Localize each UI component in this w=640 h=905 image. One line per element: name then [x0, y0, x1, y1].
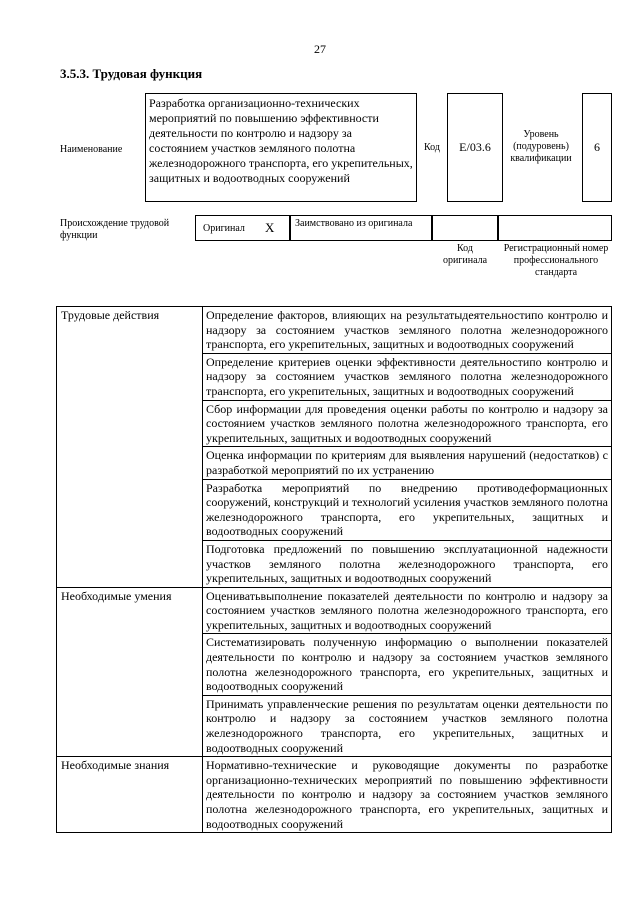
- original-mark: X: [265, 220, 275, 235]
- origin-label: Происхождение трудовой функции: [60, 218, 170, 241]
- category-cell: Трудовые действия: [57, 307, 203, 588]
- table-cell: Оценка информации по критериям для выявления нарушений (недостатков) с разработкой мероприятий по их устранению: [203, 447, 612, 479]
- origin-original-box: [195, 215, 290, 241]
- table-cell: Принимать управленческие решения по результатам оценки деятельности по контролю и надзору за состоянием участков земляного полотна железнодорожного транспорта, его укрепительных, защитных и водоотводных сооружений: [203, 695, 612, 756]
- table-cell: Разработка мероприятий по внедрению противодеформационных сооружений, конструкций и технологий усиления участков земляного полотна железнодорожного транспорта, его укрепительных, защитных и водоотводных сооружений: [203, 479, 612, 540]
- table-cell: Определение критериев оценки эффективности деятельностипо контролю и надзору за состоянием участков земляного полотна железнодорожного транспорта, его укрепительных, защитных и водоотводных сооружений: [203, 353, 612, 400]
- page-number: 27: [314, 42, 326, 56]
- function-table: [56, 306, 612, 833]
- table-cell: Оцениватьвыполнение показателей деятельности по контролю и надзору за состоянием участков земляного полотна железнодорожного транспорта, его укрепительных, защитных и водоотводных сооружений: [203, 587, 612, 634]
- category-cell: Необходимые умения: [57, 587, 203, 757]
- code-original-box: [432, 215, 498, 241]
- table-row: [57, 587, 612, 634]
- section-title: 3.5.3. Трудовая функция: [60, 66, 203, 81]
- table-cell: Определение факторов, влияющих на результатыдеятельностипо контролю и надзору за состоянием участков земляного полотна железнодорожного транспорта, его укрепительных, защитных и водоотводных сооружений: [203, 307, 612, 354]
- level-value: 6: [582, 93, 612, 202]
- category-cell: Необходимые знания: [57, 757, 203, 833]
- table-cell: Сбор информации для проведения оценки работы по контролю и надзору за состоянием участков земляного полотна железнодорожного транспорта, его укрепительных, защитных и водоотводных сооружений: [203, 400, 612, 447]
- level-label: Уровень (подуровень) квалификации: [510, 129, 572, 164]
- original-label: Оригинал: [203, 223, 245, 234]
- reg-number-box: [498, 215, 612, 241]
- code-value: E/03.6: [447, 93, 503, 202]
- table-row: [57, 757, 612, 833]
- code-label: Код: [424, 142, 440, 153]
- table-cell: Нормативно-технические и руководящие документы по разработке организационно-технических мероприятий по повышению эффективности деятельности по контролю и надзору за состоянием участков земляного полотна железнодорожного транспорта, его укрепительных, защитных и водоотводных сооружений: [203, 757, 612, 833]
- function-name: Разработка организационно-технических мероприятий по повышению эффективности деятельности по контролю и надзору за состоянием участков земляного полотна железнодорожного транспорта, его укрепительных, защитных и водоотводных сооружений: [145, 93, 417, 202]
- table-cell: Подготовка предложений по повышению эксплуатационной надежности участков земляного полотна железнодорожного транспорта, его укрепительных, защитных и водоотводных сооружений: [203, 540, 612, 587]
- reg-number-caption: Регистрационный номер профессионального стандарта: [503, 243, 609, 278]
- borrowed-label: Заимствовано из оригинала: [290, 215, 432, 241]
- name-label: Наименование: [60, 144, 123, 155]
- table-cell: Систематизировать полученную информацию о выполнении показателей деятельности по контролю и надзору за состоянием участков земляного полотна железнодорожного транспорта, его укрепительных, защитных и водоотводных сооружений: [203, 634, 612, 695]
- table-row: [57, 307, 612, 354]
- code-original-caption: Код оригинала: [442, 243, 488, 266]
